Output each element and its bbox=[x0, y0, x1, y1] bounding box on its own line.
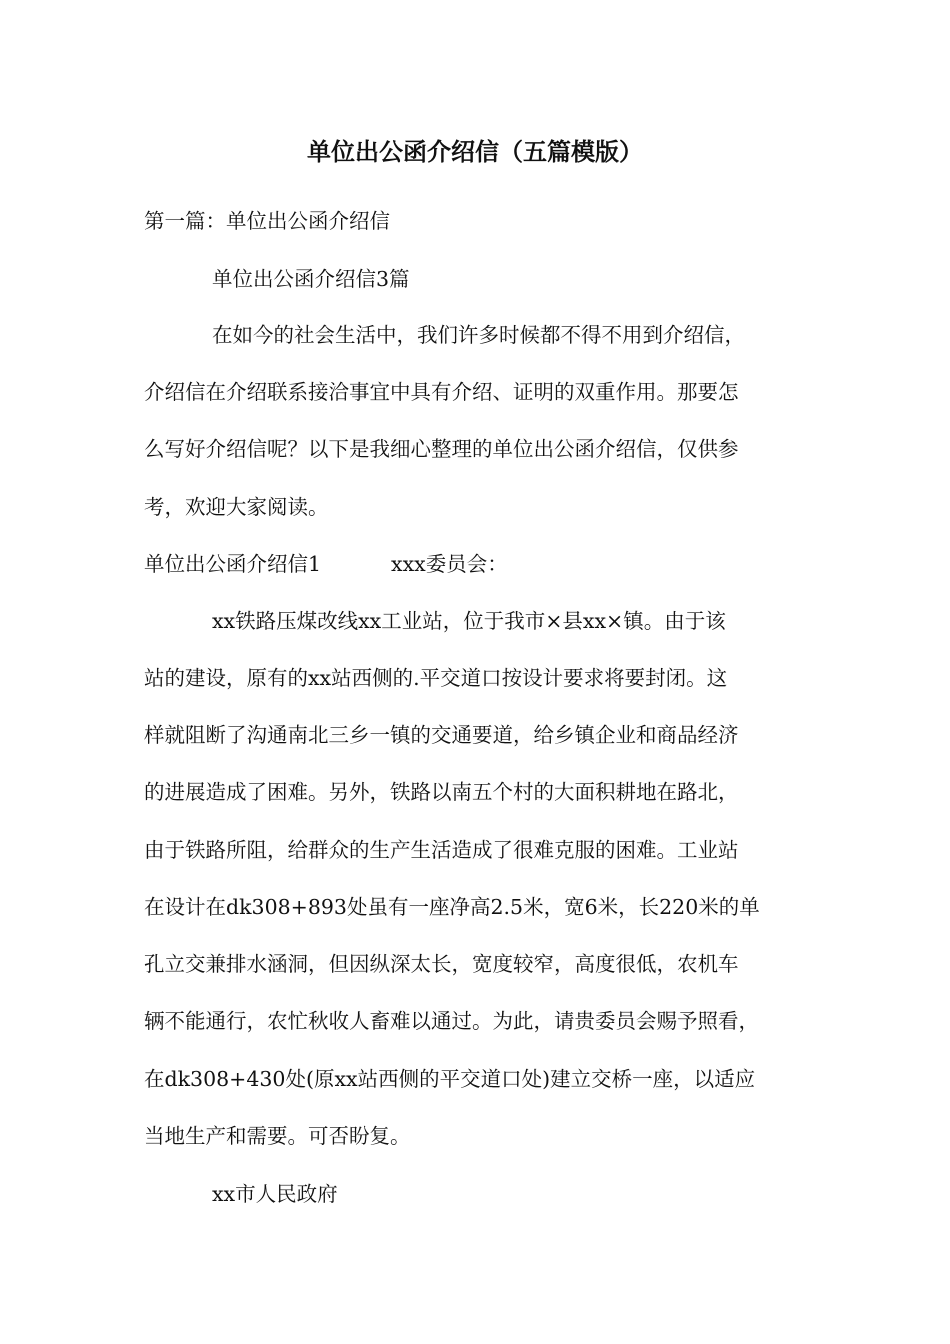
letter-body-line-1: xx铁路压煤改线xx工业站，位于我市×县xx×镇。由于该 bbox=[212, 609, 726, 633]
letter-body-line-8: 辆不能通行，农忙秋收人畜难以通过。为此，请贵委员会赐予照看， bbox=[144, 1009, 759, 1033]
intro-line-2: 介绍信在介绍联系接洽事宜中具有介绍、证明的双重作用。那要怎 bbox=[144, 380, 739, 404]
letter-body-line-7: 孔立交兼排水涵洞，但因纵深太长，宽度较窄，高度很低，农机车 bbox=[144, 952, 739, 976]
intro-line-1: 在如今的社会生活中，我们许多时候都不得不用到介绍信， bbox=[212, 323, 745, 347]
letter-heading: 单位出公函介绍信1 bbox=[144, 552, 322, 576]
letter-body-line-3: 样就阻断了沟通南北三乡一镇的交通要道，给乡镇企业和商品经济 bbox=[144, 723, 739, 747]
section-heading: 第一篇：单位出公函介绍信 bbox=[144, 209, 390, 233]
letter-body-line-2: 站的建设，原有的xx站西侧的.平交道口按设计要求将要封闭。这 bbox=[144, 666, 728, 690]
letter-body-line-4: 的进展造成了困难。另外，铁路以南五个村的大面积耕地在路北， bbox=[144, 780, 739, 804]
signature: xx市人民政府 bbox=[212, 1182, 338, 1206]
letter-heading-line bbox=[144, 549, 508, 579]
letter-recipient: xxx委员会： bbox=[391, 552, 508, 576]
letter-body-line-6: 在设计在dk308+893处虽有一座净高2.5米，宽6米，长220米的单 bbox=[144, 895, 760, 919]
subtitle: 单位出公函介绍信3篇 bbox=[212, 267, 410, 291]
letter-body-line-5: 由于铁路所阻，给群众的生产生活造成了很难克服的困难。工业站 bbox=[144, 838, 739, 862]
document-title: 单位出公函介绍信（五篇模版） bbox=[307, 137, 643, 166]
intro-line-4: 考，欢迎大家阅读。 bbox=[144, 495, 329, 519]
letter-body-line-10: 当地生产和需要。可否盼复。 bbox=[144, 1124, 411, 1148]
letter-body-line-9: 在dk308+430处(原xx站西侧的平交道口处)建立交桥一座，以适应 bbox=[144, 1067, 756, 1091]
intro-line-3: 么写好介绍信呢？以下是我细心整理的单位出公函介绍信，仅供参 bbox=[144, 437, 739, 461]
